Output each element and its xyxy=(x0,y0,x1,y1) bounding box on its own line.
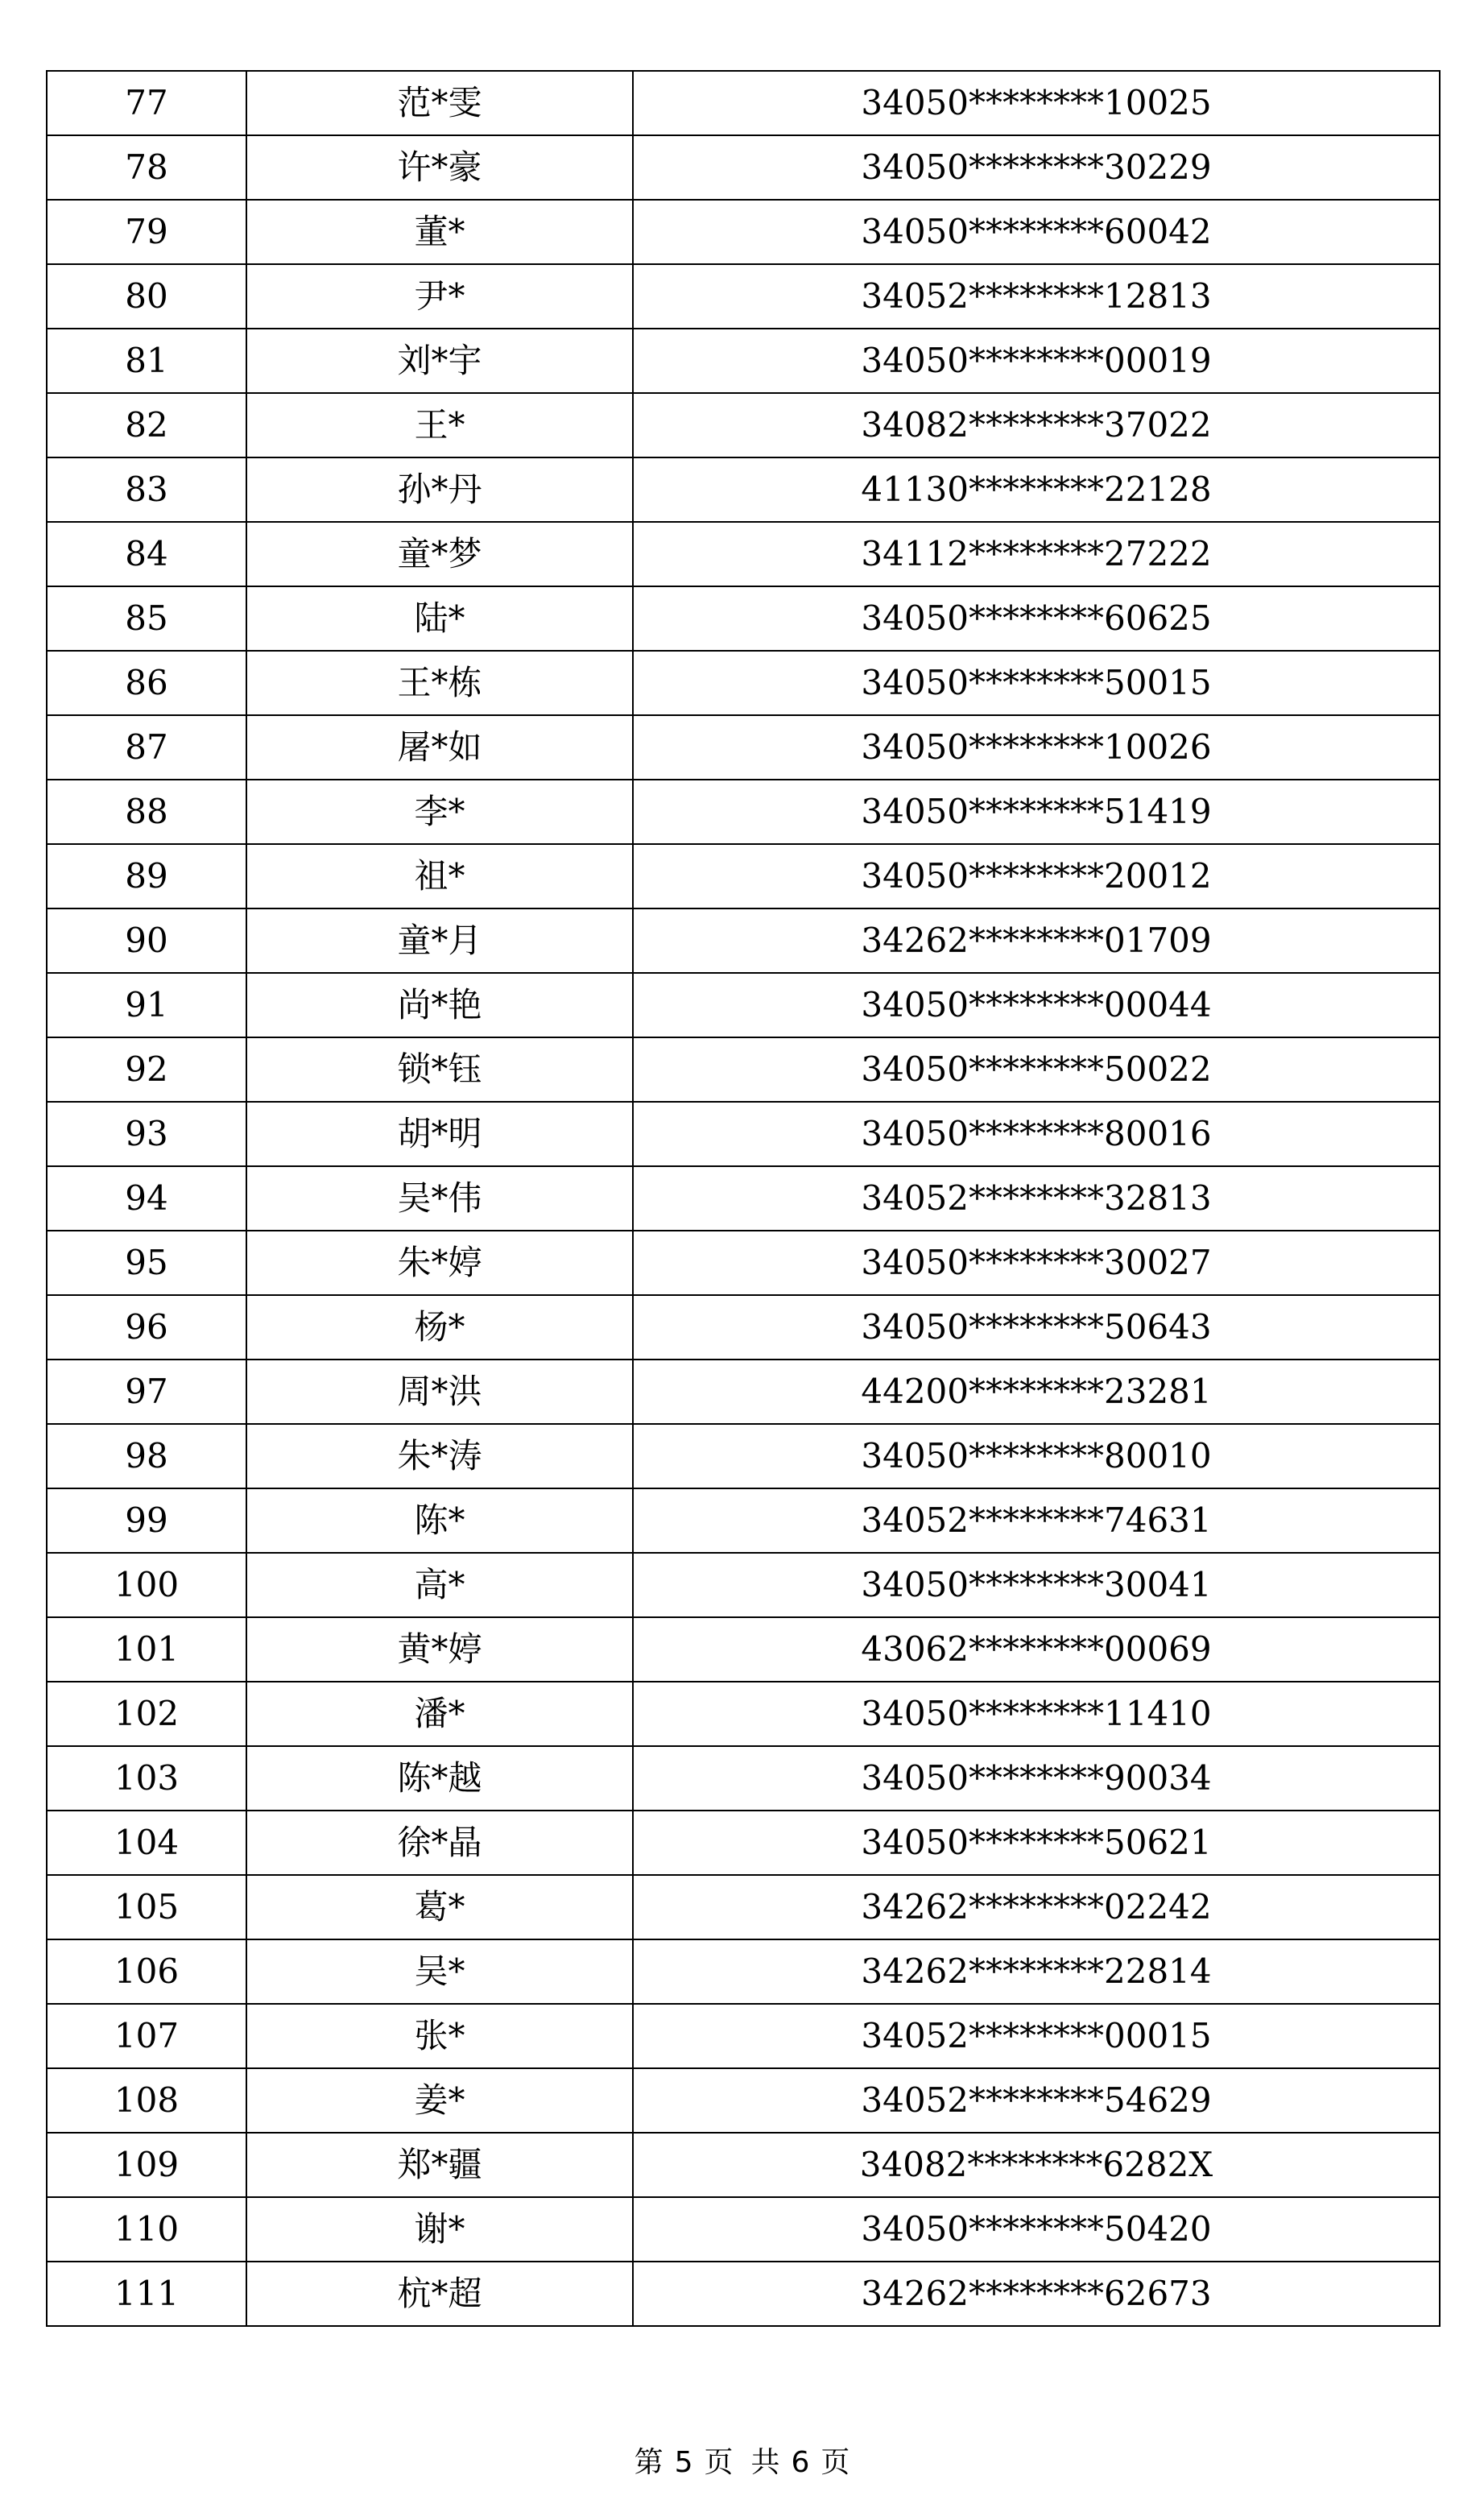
row-number-cell: 82 xyxy=(47,393,246,457)
name-cell: 朱*涛 xyxy=(246,1424,633,1488)
row-number-cell: 81 xyxy=(47,329,246,393)
name-cell: 童*月 xyxy=(246,908,633,973)
id-number-cell: 34050********80010 xyxy=(633,1424,1440,1488)
id-number-cell: 34082********6282X xyxy=(633,2133,1440,2197)
id-number-cell: 34050********00044 xyxy=(633,973,1440,1037)
table-row xyxy=(47,522,1440,586)
id-number-cell: 34262********62673 xyxy=(633,2262,1440,2326)
footer-total-prefix: 共 xyxy=(750,2446,780,2479)
page-footer xyxy=(0,2448,1484,2477)
name-cell: 周*洪 xyxy=(246,1360,633,1424)
table-row xyxy=(47,71,1440,135)
name-cell: 潘* xyxy=(246,1682,633,1746)
table-row xyxy=(47,2197,1440,2262)
current-page-number: 5 xyxy=(674,2446,693,2479)
name-cell: 锁*钰 xyxy=(246,1037,633,1102)
id-number-cell: 34050********30041 xyxy=(633,1553,1440,1617)
table-row xyxy=(47,1295,1440,1360)
table-row xyxy=(47,1424,1440,1488)
id-number-cell: 34112********27222 xyxy=(633,522,1440,586)
name-cell: 董* xyxy=(246,200,633,264)
name-cell: 屠*如 xyxy=(246,715,633,780)
row-number-cell: 107 xyxy=(47,2004,246,2068)
row-number-cell: 99 xyxy=(47,1488,246,1553)
table-row xyxy=(47,780,1440,844)
row-number-cell: 109 xyxy=(47,2133,246,2197)
table-row xyxy=(47,908,1440,973)
table-row xyxy=(47,973,1440,1037)
id-number-cell: 34050********60042 xyxy=(633,200,1440,264)
id-number-cell: 34050********50022 xyxy=(633,1037,1440,1102)
name-cell: 姜* xyxy=(246,2068,633,2133)
table-row xyxy=(47,1037,1440,1102)
id-number-cell: 34050********00019 xyxy=(633,329,1440,393)
table-row xyxy=(47,457,1440,522)
footer-total-unit: 页 xyxy=(821,2446,850,2479)
row-number-cell: 79 xyxy=(47,200,246,264)
name-cell: 张* xyxy=(246,2004,633,2068)
row-number-cell: 103 xyxy=(47,1746,246,1811)
id-number-cell: 34052********00015 xyxy=(633,2004,1440,2068)
id-number-cell: 34050********51419 xyxy=(633,780,1440,844)
table-row xyxy=(47,1617,1440,1682)
name-cell: 谢* xyxy=(246,2197,633,2262)
name-cell: 陈* xyxy=(246,1488,633,1553)
table-row xyxy=(47,2262,1440,2326)
name-cell: 吴*伟 xyxy=(246,1166,633,1231)
row-number-cell: 80 xyxy=(47,264,246,329)
table-row xyxy=(47,1811,1440,1875)
row-number-cell: 89 xyxy=(47,844,246,908)
name-cell: 黄*婷 xyxy=(246,1617,633,1682)
table-row xyxy=(47,715,1440,780)
name-cell: 郑*疆 xyxy=(246,2133,633,2197)
id-number-cell: 41130********22128 xyxy=(633,457,1440,522)
row-number-cell: 108 xyxy=(47,2068,246,2133)
id-number-cell: 34052********74631 xyxy=(633,1488,1440,1553)
name-cell: 童*梦 xyxy=(246,522,633,586)
name-cell: 孙*丹 xyxy=(246,457,633,522)
id-number-cell: 34050********50015 xyxy=(633,651,1440,715)
id-number-cell: 34052********12813 xyxy=(633,264,1440,329)
table-row xyxy=(47,844,1440,908)
row-number-cell: 104 xyxy=(47,1811,246,1875)
name-cell: 徐*晶 xyxy=(246,1811,633,1875)
row-number-cell: 92 xyxy=(47,1037,246,1102)
table-row xyxy=(47,1746,1440,1811)
id-number-cell: 34262********01709 xyxy=(633,908,1440,973)
id-number-cell: 34050********50643 xyxy=(633,1295,1440,1360)
id-number-cell: 34262********22814 xyxy=(633,1939,1440,2004)
table-row xyxy=(47,1553,1440,1617)
row-number-cell: 91 xyxy=(47,973,246,1037)
id-number-cell: 34050********50420 xyxy=(633,2197,1440,2262)
id-number-cell: 34050********60625 xyxy=(633,586,1440,651)
row-number-cell: 110 xyxy=(47,2197,246,2262)
table-row xyxy=(47,329,1440,393)
id-number-cell: 34052********32813 xyxy=(633,1166,1440,1231)
id-number-cell: 34050********10025 xyxy=(633,71,1440,135)
id-number-cell: 43062********00069 xyxy=(633,1617,1440,1682)
row-number-cell: 77 xyxy=(47,71,246,135)
id-number-cell: 34050********20012 xyxy=(633,844,1440,908)
table-row xyxy=(47,200,1440,264)
id-number-cell: 34050********90034 xyxy=(633,1746,1440,1811)
row-number-cell: 83 xyxy=(47,457,246,522)
row-number-cell: 102 xyxy=(47,1682,246,1746)
table-row xyxy=(47,2004,1440,2068)
row-number-cell: 90 xyxy=(47,908,246,973)
id-number-cell: 34050********30027 xyxy=(633,1231,1440,1295)
id-number-cell: 34082********37022 xyxy=(633,393,1440,457)
table-row xyxy=(47,1682,1440,1746)
name-cell: 陈*越 xyxy=(246,1746,633,1811)
table-row xyxy=(47,2068,1440,2133)
row-number-cell: 106 xyxy=(47,1939,246,2004)
row-number-cell: 98 xyxy=(47,1424,246,1488)
id-number-cell: 34050********50621 xyxy=(633,1811,1440,1875)
name-cell: 朱*婷 xyxy=(246,1231,633,1295)
id-number-cell: 34050********80016 xyxy=(633,1102,1440,1166)
roster-table-body xyxy=(47,71,1440,2326)
id-number-cell: 34050********10026 xyxy=(633,715,1440,780)
row-number-cell: 86 xyxy=(47,651,246,715)
name-cell: 王* xyxy=(246,393,633,457)
id-number-cell: 34050********30229 xyxy=(633,135,1440,200)
name-cell: 陆* xyxy=(246,586,633,651)
table-row xyxy=(47,264,1440,329)
name-cell: 胡*明 xyxy=(246,1102,633,1166)
name-cell: 尹* xyxy=(246,264,633,329)
name-cell: 王*栋 xyxy=(246,651,633,715)
row-number-cell: 94 xyxy=(47,1166,246,1231)
row-number-cell: 111 xyxy=(47,2262,246,2326)
name-cell: 许*豪 xyxy=(246,135,633,200)
id-number-cell: 34052********54629 xyxy=(633,2068,1440,2133)
table-row xyxy=(47,1488,1440,1553)
row-number-cell: 84 xyxy=(47,522,246,586)
row-number-cell: 101 xyxy=(47,1617,246,1682)
row-number-cell: 105 xyxy=(47,1875,246,1939)
row-number-cell: 96 xyxy=(47,1295,246,1360)
table-row xyxy=(47,1360,1440,1424)
name-cell: 葛* xyxy=(246,1875,633,1939)
table-row xyxy=(47,1939,1440,2004)
row-number-cell: 100 xyxy=(47,1553,246,1617)
id-number-cell: 44200********23281 xyxy=(633,1360,1440,1424)
name-cell: 高* xyxy=(246,1553,633,1617)
id-number-cell: 34262********02242 xyxy=(633,1875,1440,1939)
row-number-cell: 97 xyxy=(47,1360,246,1424)
total-pages-number: 6 xyxy=(791,2446,810,2479)
table-row xyxy=(47,586,1440,651)
table-row xyxy=(47,1102,1440,1166)
table-row xyxy=(47,1875,1440,1939)
name-cell: 杨* xyxy=(246,1295,633,1360)
table-row xyxy=(47,393,1440,457)
footer-page-unit: 页 xyxy=(704,2446,734,2479)
id-number-cell: 34050********11410 xyxy=(633,1682,1440,1746)
row-number-cell: 93 xyxy=(47,1102,246,1166)
name-cell: 尚*艳 xyxy=(246,973,633,1037)
row-number-cell: 85 xyxy=(47,586,246,651)
name-cell: 祖* xyxy=(246,844,633,908)
name-cell: 李* xyxy=(246,780,633,844)
name-cell: 刘*宇 xyxy=(246,329,633,393)
table-row xyxy=(47,1231,1440,1295)
row-number-cell: 95 xyxy=(47,1231,246,1295)
table-row xyxy=(47,651,1440,715)
row-number-cell: 88 xyxy=(47,780,246,844)
row-number-cell: 87 xyxy=(47,715,246,780)
table-row xyxy=(47,135,1440,200)
name-cell: 范*雯 xyxy=(246,71,633,135)
footer-prefix: 第 xyxy=(634,2446,663,2479)
name-cell: 杭*超 xyxy=(246,2262,633,2326)
table-row xyxy=(47,2133,1440,2197)
name-cell: 吴* xyxy=(246,1939,633,2004)
row-number-cell: 78 xyxy=(47,135,246,200)
table-row xyxy=(47,1166,1440,1231)
roster-table xyxy=(46,70,1441,2327)
